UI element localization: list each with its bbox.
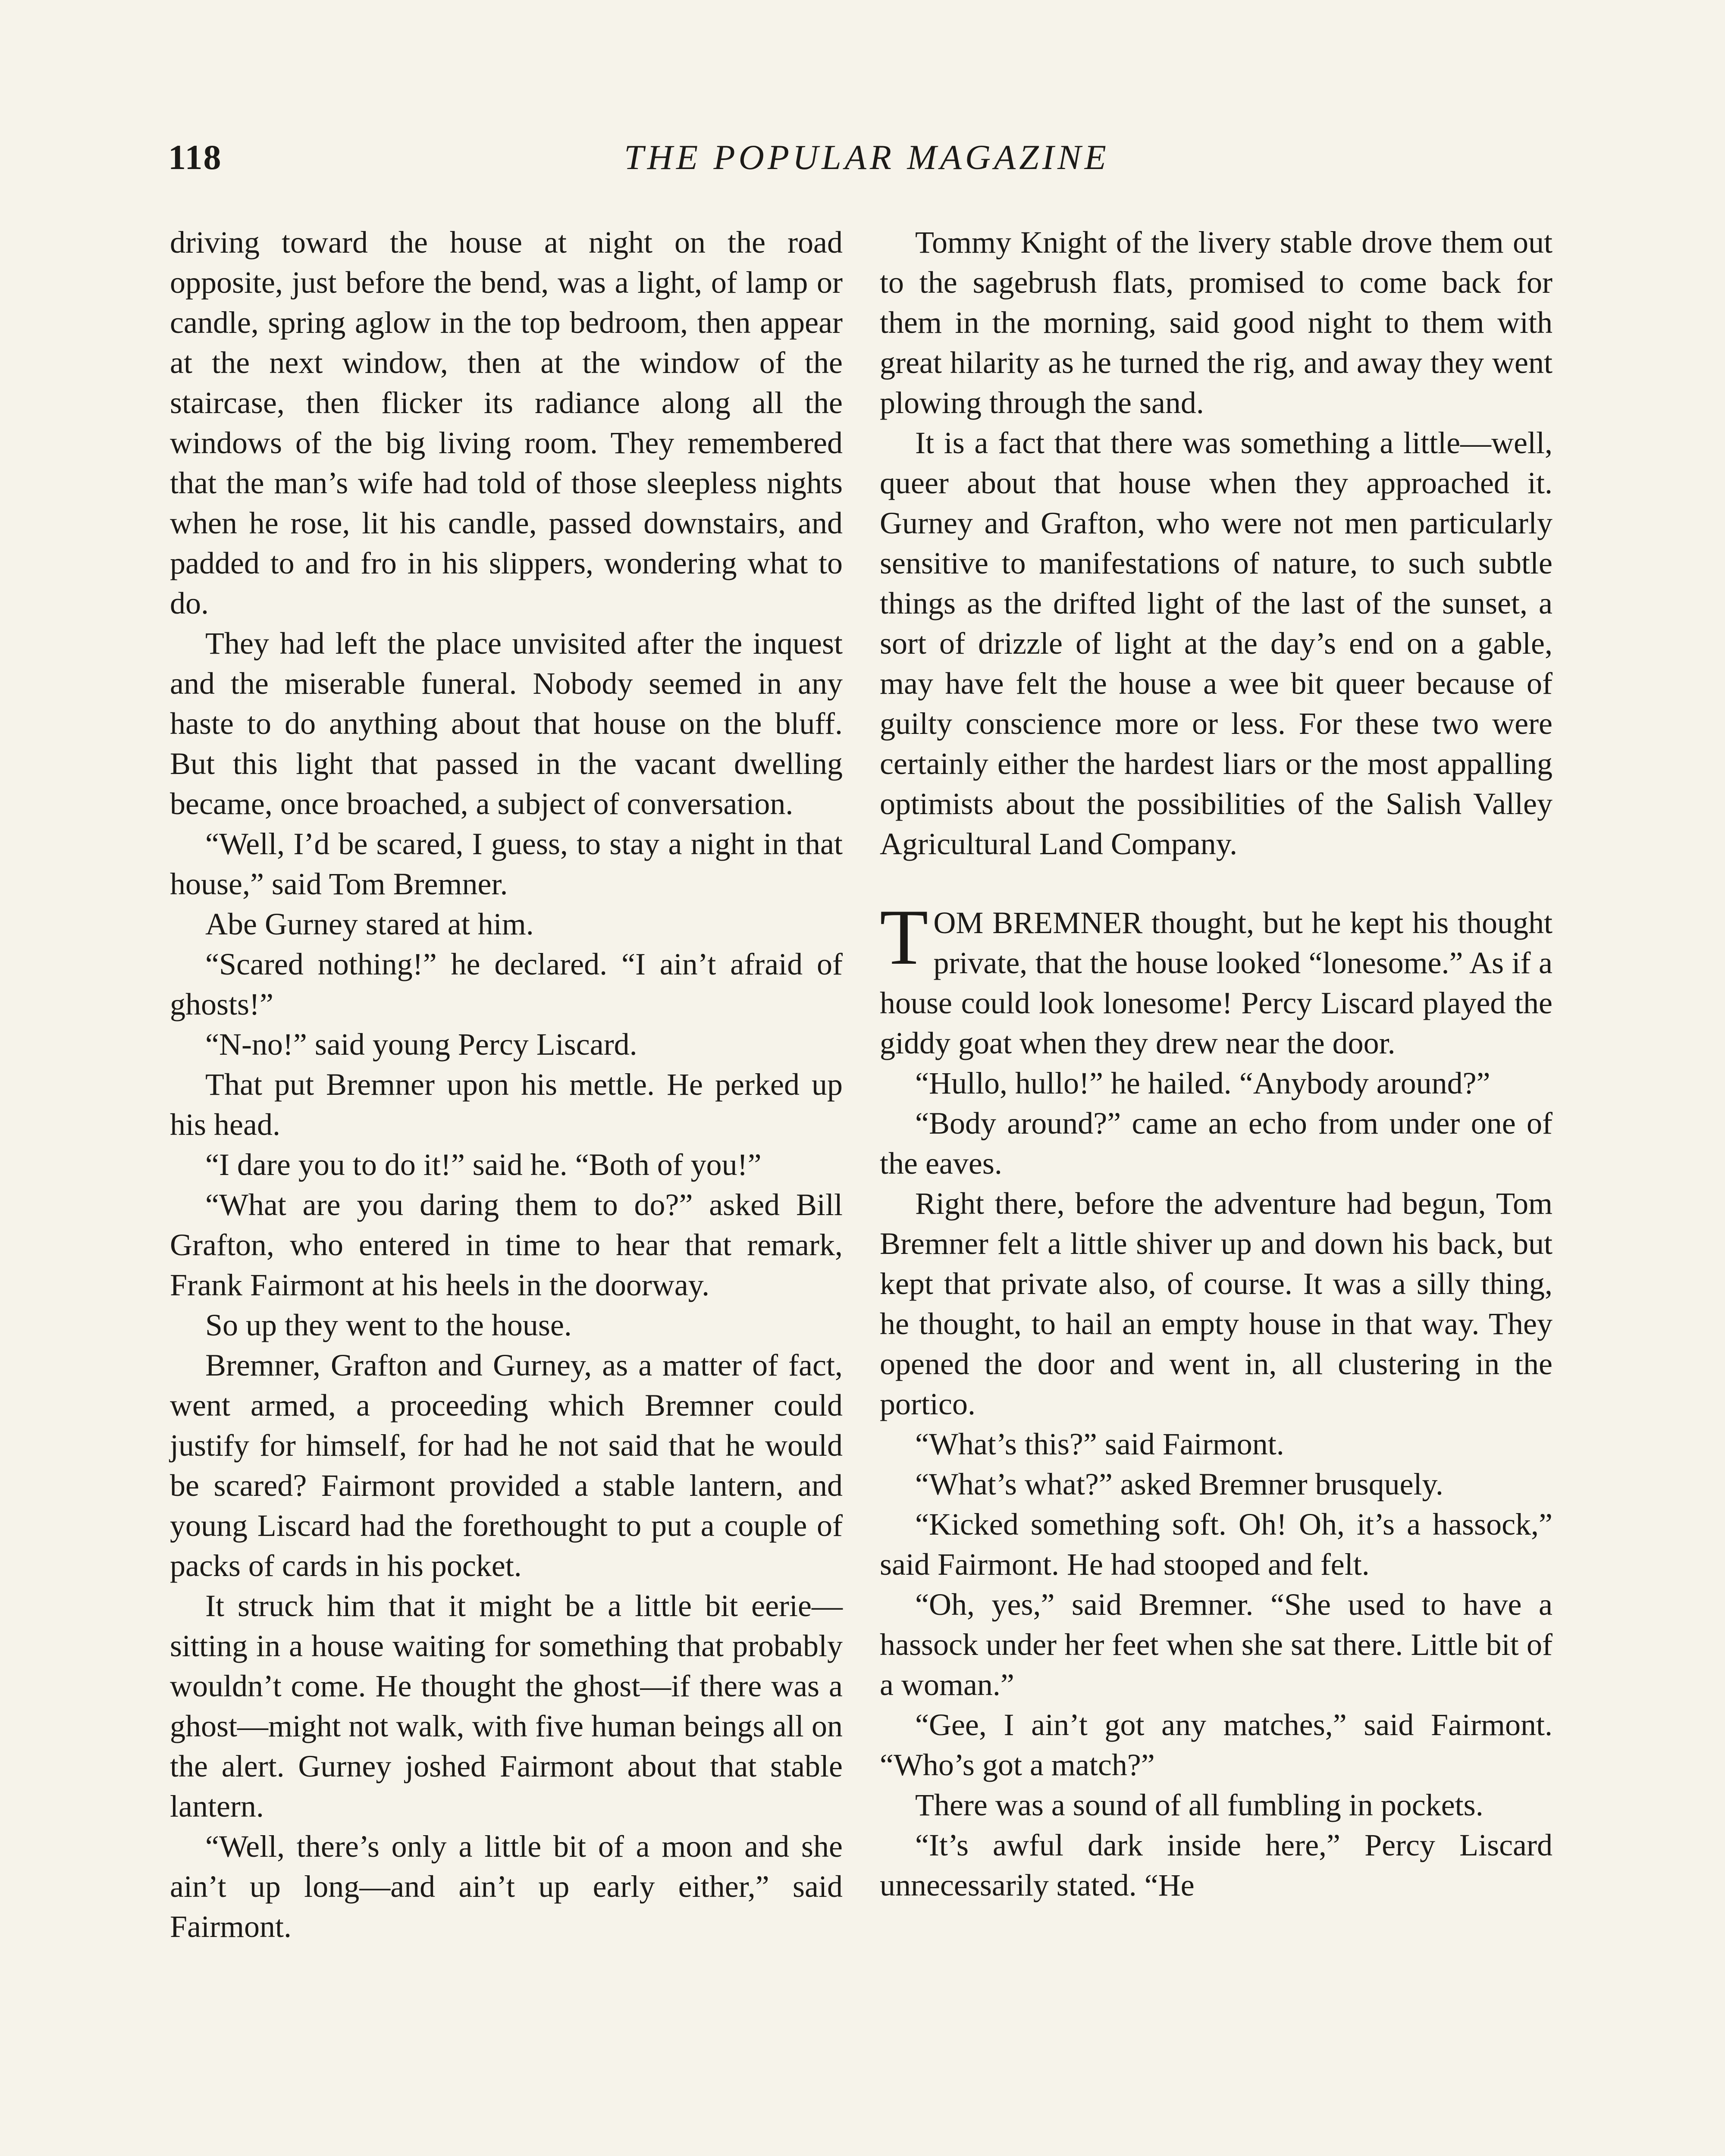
- paragraph: They had left the place unvisited after the inquest and the miserable funeral. Nobody seemed in any haste to do anything about that house on the bluff. But this light that passed in the vacant dwelling became, once broached, a subject of conversation.: [170, 626, 843, 821]
- page-number: 118: [168, 138, 222, 177]
- paragraph: “Kicked something soft. Oh! Oh, it’s a hassock,” said Fairmont. He had stooped and felt.: [880, 1507, 1552, 1582]
- paragraph: That put Bremner upon his mettle. He perked up his head.: [170, 1067, 843, 1142]
- section-opening-text: OM BREMNER thought, but he kept his thought private, that the house looked “lonesome.” As if a house could look lonesome! Percy Liscard played the giddy goat when they drew near the door.: [880, 906, 1552, 1060]
- paragraph: “It’s awful dark inside here,” Percy Liscard unnecessarily stated. “He: [880, 1828, 1552, 1902]
- paragraph: “Well, I’d be scared, I guess, to stay a night in that house,” said Tom Bremner.: [170, 827, 843, 901]
- paragraph: Tommy Knight of the livery stable drove them out to the sagebrush flats, promised to come back for them in the morning, said good night to them with great hilarity as he turned the rig, and away they went plowing through the sand.: [880, 225, 1552, 420]
- paragraph: “Gee, I ain’t got any matches,” said Fairmont. “Who’s got a match?”: [880, 1708, 1552, 1782]
- paragraph: “N-no!” said young Percy Liscard.: [205, 1027, 637, 1062]
- left-column: [170, 222, 843, 1947]
- right-column: [880, 222, 1552, 1905]
- page-header: [168, 137, 1565, 193]
- paragraph: “Well, there’s only a little bit of a moon and she ain’t up long—and ain’t up early either,” said Fairmont.: [170, 1829, 843, 1944]
- paragraph: “Scared nothing!” he declared. “I ain’t afraid of ghosts!”: [170, 947, 843, 1022]
- paragraph: It is a fact that there was something a little—well, queer about that house when they approached it. Gurney and Grafton, who were not men particularly sensitive to manifestations of nature, to such subtle things as the drifted light of the last of the sunset, a sort of drizzle of light at the day’s end on a gable, may have felt the house a wee bit queer because of guilty conscience more or less. For these two were certainly either the hardest liars or the most appalling optimists about the possibilities of the Salish Valley Agricultural Land Company.: [880, 426, 1552, 861]
- paragraph: “What are you daring them to do?” asked Bill Grafton, who entered in time to hear that remark, Frank Fairmont at his heels in the doorway.: [170, 1188, 843, 1302]
- paragraph: “Oh, yes,” said Bremner. “She used to have a hassock under her feet when she sat there. Little bit of a woman.”: [880, 1587, 1552, 1702]
- paragraph: “Hullo, hullo!” he hailed. “Anybody around?”: [915, 1066, 1490, 1100]
- paragraph: There was a sound of all fumbling in pockets.: [915, 1788, 1484, 1822]
- paragraph: Bremner, Grafton and Gurney, as a matter of fact, went armed, a proceeding which Bremner could justify for himself, for had he not said that he would be scared? Fairmont provided a stable lantern, and young Liscard had the forethought to put a couple of packs of cards in his pocket.: [170, 1348, 843, 1583]
- paragraph: “What’s what?” asked Bremner brusquely.: [915, 1467, 1443, 1501]
- paragraph: driving toward the house at night on the road opposite, just before the bend, was a light, of lamp or candle, spring aglow in the top bedroom, then appear at the next window, then at the window of the staircase, then flicker its radiance along all the windows of the big living room. They remembered that the man’s wife had told of those sleepless nights when he rose, lit his candle, passed downstairs, and padded to and fro in his slippers, wondering what to do.: [170, 225, 843, 620]
- paragraph: It struck him that it might be a little bit eerie—sitting in a house waiting for something that probably wouldn’t come. He thought the ghost—if there was a ghost—might not walk, with five human beings all on the alert. Gurney joshed Fairmont about that stable lantern.: [170, 1589, 843, 1824]
- paragraph: “I dare you to do it!” said he. “Both of you!”: [205, 1147, 762, 1182]
- paragraph: So up they went to the house.: [205, 1308, 572, 1342]
- paragraph: Right there, before the adventure had begun, Tom Bremner felt a little shiver up and down his back, but kept that private also, of course. It was a silly thing, he thought, to hail an empty house in that way. They opened the door and went in, all clustering in the portico.: [880, 1186, 1552, 1421]
- paragraph: “Body around?” came an echo from under one of the eaves.: [880, 1106, 1552, 1181]
- paragraph: Abe Gurney stared at him.: [205, 907, 534, 941]
- paragraph: “What’s this?” said Fairmont.: [915, 1427, 1284, 1461]
- running-title: THE POPULAR MAGAZINE: [624, 138, 1110, 177]
- section-opening-paragraph: [880, 893, 1552, 1063]
- drop-cap: T: [880, 893, 928, 981]
